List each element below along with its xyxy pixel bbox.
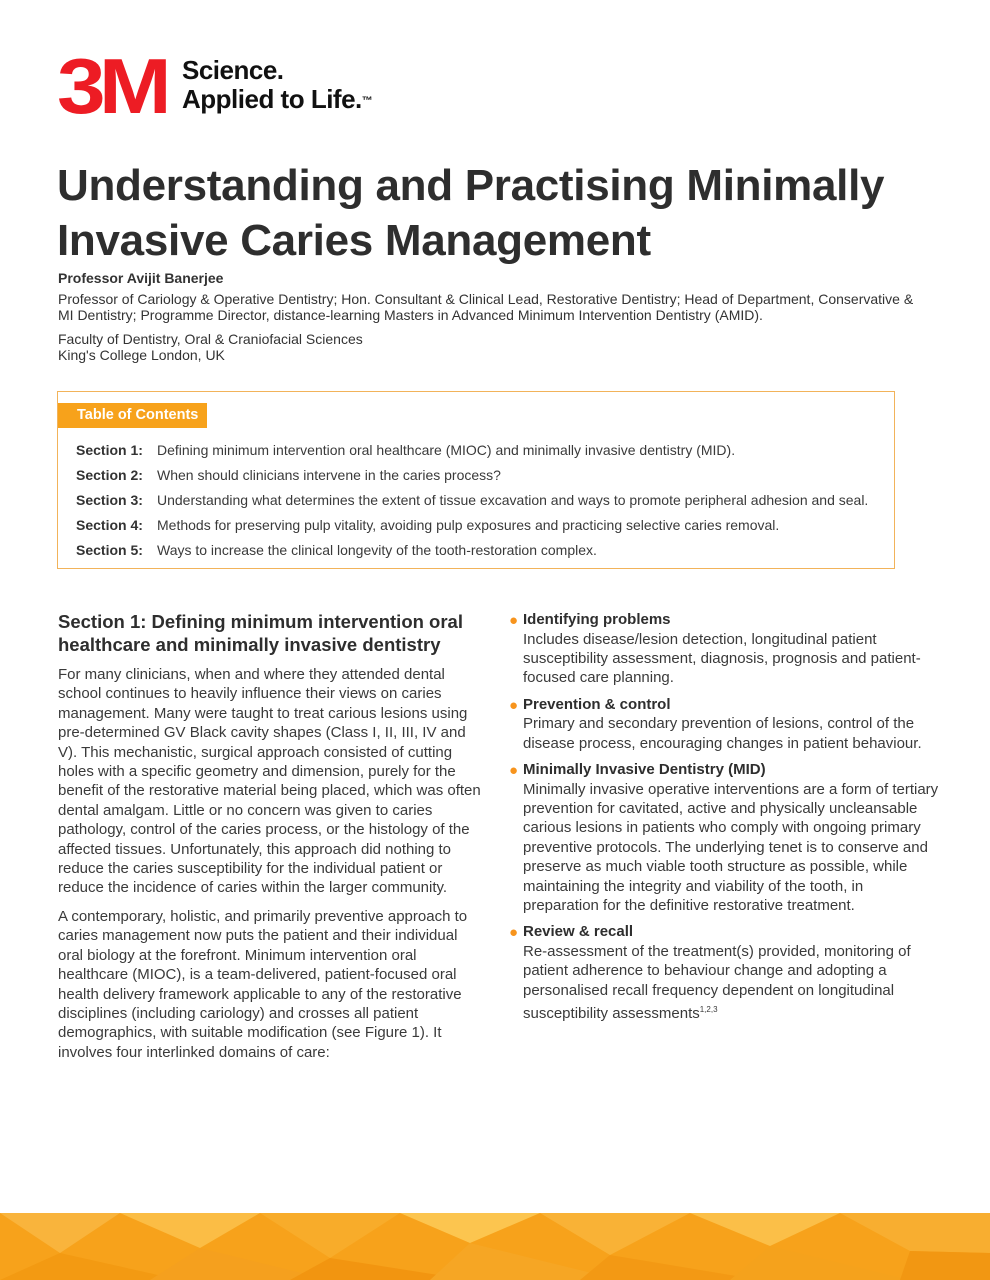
toc-item[interactable]	[76, 537, 884, 562]
toc-section-text: Defining minimum intervention oral healthcare (MIOC) and minimally invasive dentistry (MID).	[157, 441, 736, 458]
bullet-icon: ●	[509, 696, 519, 714]
toc-title: Table of Contents	[58, 403, 207, 428]
domain-title: Prevention & control	[523, 695, 671, 713]
domain-text: Re-assessment of the treatment(s) provided, monitoring of patient adherence to behaviour change and adopting a personalised recall frequency dependent on longitudinal susceptibility assessments$^{1,2,3}$	[523, 942, 911, 1023]
author-block	[58, 270, 928, 364]
toc-section-text: Understanding what determines the extent of tissue excavation and ways to promote peripheral adhesion and seal.	[157, 491, 869, 508]
domain-item-review-recall	[509, 922, 939, 1023]
author-faculty: Faculty of Dentistry, Oral & Craniofacial Sciences	[58, 330, 363, 347]
toc-section-label: Section 3:	[76, 491, 143, 508]
section-1-paragraph-1: For many clinicians, when and where they attended dental school continues to heavily influence their views on caries management. Many were taught to treat carious lesions using pre-determined GV Black cavity shapes (Class I, II, III, IV and V). This mechanistic, surgical approach consisted of cutting holes with a specific geometry and dimension, purely for the benefit of the restorative material being placed, which was often dental amalgam. Little or no concern was given to caries pathology, control of the caries process, or the histology of the affected tissues. Unfortunately, this approach did nothing to reduce the caries susceptibility for the individual patient or reduce the incidence of caries within the larger community.	[58, 666, 481, 897]
toc-list	[76, 437, 884, 562]
domain-title: Review & recall	[523, 923, 634, 941]
trademark-symbol: ™	[361, 95, 373, 107]
domain-item-mid	[509, 760, 939, 915]
footer-decorative-band	[0, 1213, 990, 1280]
right-column	[509, 610, 939, 1031]
bullet-icon: ●	[509, 612, 519, 629]
toc-section-text: When should clinicians intervene in the caries process?	[157, 466, 501, 483]
brand-logo	[57, 42, 417, 130]
section-1-heading: Section 1: Defining minimum intervention oral healthcare and minimally invasive dentistry	[58, 611, 463, 655]
toc-item[interactable]	[76, 462, 884, 487]
toc-section-text: Ways to increase the clinical longevity of the tooth-restoration complex.	[157, 541, 597, 558]
toc-item[interactable]	[76, 512, 884, 537]
3m-logo-mark: 3M	[57, 42, 165, 130]
tagline-line-2: Applied to Life.™	[182, 84, 373, 114]
toc-item[interactable]	[76, 437, 884, 462]
toc-section-label: Section 5:	[76, 541, 143, 558]
toc-section-label: Section 4:	[76, 516, 143, 533]
author-roles: Professor of Cariology & Operative Dentistry; Hon. Consultant & Clinical Lead, Restorative Dentistry; Head of Department, Conservative & MI Dentistry; Programme Director, distance-learning Masters in Advanced Minimum Intervention Dentistry (AMID).	[58, 290, 914, 323]
domain-title: Identifying problems	[523, 611, 671, 628]
citation-superscript: 1,2,3	[699, 1005, 718, 1015]
toc-section-text: Methods for preserving pulp vitality, avoiding pulp exposures and practicing selective caries removal.	[157, 516, 780, 533]
domain-text: Includes disease/lesion detection, longitudinal patient susceptibility assessment, diagnosis, prognosis and patient-focused care planning.	[523, 630, 921, 687]
author-institution: King's College London, UK	[58, 347, 225, 363]
toc-item[interactable]	[76, 487, 884, 512]
domain-title: Minimally Invasive Dentistry (MID)	[523, 761, 766, 779]
left-column	[58, 610, 483, 1071]
footer-pattern-graphic	[0, 1213, 990, 1280]
toc-section-label: Section 1:	[76, 441, 143, 458]
table-of-contents	[57, 391, 895, 569]
tagline-line-1: Science.	[182, 55, 284, 85]
author-name: Professor Avijit Banerjee	[58, 270, 224, 286]
domain-item-identifying-problems	[509, 610, 939, 688]
domain-item-prevention-control	[509, 695, 939, 753]
document-title: Understanding and Practising Minimally Invasive Caries Management	[57, 161, 885, 265]
bullet-icon: ●	[509, 924, 519, 942]
domain-text: Primary and secondary prevention of lesions, control of the disease process, encouraging changes in patient behaviour.	[523, 715, 922, 752]
domain-text: Minimally invasive operative interventions are a form of tertiary prevention for cavitated, active and physically uncleansable carious lesions in patients who comply with ongoing primary preventive protocols. The underlying tenet is to conserve and preserve as much viable tooth structure as possible, while maintaining the integrity and viability of the tooth, in preparation for the definitive restorative treatment.	[523, 780, 939, 914]
section-1-paragraph-2: A contemporary, holistic, and primarily preventive approach to caries management now puts the patient and their individual oral biology at the forefront. Minimum intervention oral healthcare (MIOC), is a team-delivered, patient-focused oral health delivery framework applicable to any of the restorative disciplines (including cariology) and crosses all patient demographics, with suitable modification (see Figure 1). It involves four interlinked domains of care:	[58, 907, 468, 1061]
bullet-icon: ●	[509, 762, 519, 780]
toc-section-label: Section 2:	[76, 466, 143, 483]
brand-tagline	[182, 56, 372, 114]
